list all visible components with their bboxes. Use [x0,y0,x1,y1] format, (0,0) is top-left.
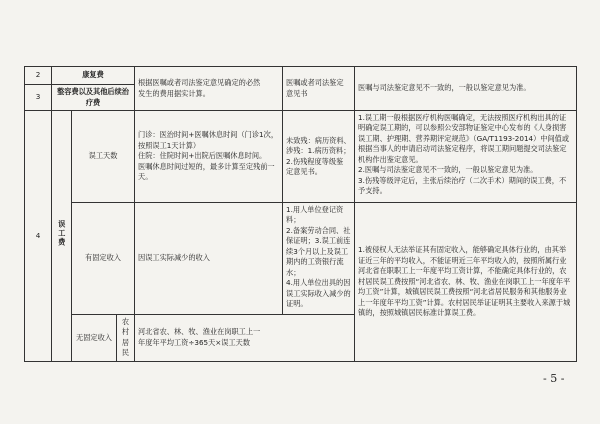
sub-item-category: 农村居民 [117,315,135,362]
table-row [25,203,577,315]
table-row [25,111,577,203]
page-number: - 5 - [543,372,565,385]
standard-cell: 河北省农、林、牧、渔业在岗职工上一 年度年平均工资÷365天×误工天数 [135,315,355,362]
standard-cell: 根据医嘱或者司法鉴定意见确定的必然 发生的费用据实计算。 [135,67,283,111]
item-name: 康复费 [52,67,135,85]
row-number: 3 [25,85,52,111]
evidence-cell: 未致残：病历资料、 涉残：1.病历资料； 2.伤残程度等级鉴 定意见书。 [283,111,355,203]
note-cell: 1.被侵权人无法举证其有固定收入，能够确定具体行业的，由其举证近三年的平均收入，不能证明近三年平均收入的，按照所属行业河北省在职职工上一年度平均工资计算，不能确定具体行业的，农村居民误工费按照“河北省农、林、牧、渔业在岗职工上一年度年平均工资”计算，城镇居民误工费按照“河北省居民服务和其他服务业上一年度年平均工资”计算。农村居民举证证明其主要收入来源于城镇的，按照城镇居民标准计算误工费。 [355,203,577,362]
sub-item-label: 误工天数 [72,111,135,203]
item-name: 整容费以及其他后续治疗费 [52,85,135,111]
row-number: 4 [25,111,52,362]
evidence-cell: 医嘱或者司法鉴定 意见书 [283,67,355,111]
sub-item-label: 有固定收入 [72,203,135,315]
evidence-cell: 1.用人单位登记资料； 2.备案劳动合同、社保证明；3.误工前连续3个月以上及误工期内的工资银行流水； 4.用人单位出具的因误工实际收入减少的证明。 [283,203,355,315]
sub-item-label: 无固定收入 [72,315,117,362]
note-cell: 医嘱与司法鉴定意见不一致的，一般以鉴定意见为准。 [355,67,577,111]
table-row [25,67,577,85]
compensation-table [24,66,577,362]
note-cell: 1.误工期一般根据医疗机构医嘱确定，无法按照医疗机构出具的证明确定误工期的，可以参照公安部物证鉴定中心发布的《人身损害误工期、护理期、营养期评定规范》（GA/T1193-2014）中间值或根据当事人的申请启动司法鉴定程序，将误工期问题提交司法鉴定机构作出鉴定意见。 2.医嘱与司法鉴定意见不一致的，一般以鉴定意见为准。 3.伤残等级评定后，主张后续治疗（二次手术）期间的误工费，不予支持。 [355,111,577,203]
item-name: 误工费 [52,111,72,362]
standard-cell: 门诊：医治时间+医嘱休息时间（门诊1次，按照误工1天计算） 住院：住院时间+出院后医嘱休息时间。 医嘱休息时间过短的，最多计算至定残前一天。 [135,111,283,203]
row-number: 2 [25,67,52,85]
standard-cell: 因误工实际减少的收入 [135,203,283,315]
